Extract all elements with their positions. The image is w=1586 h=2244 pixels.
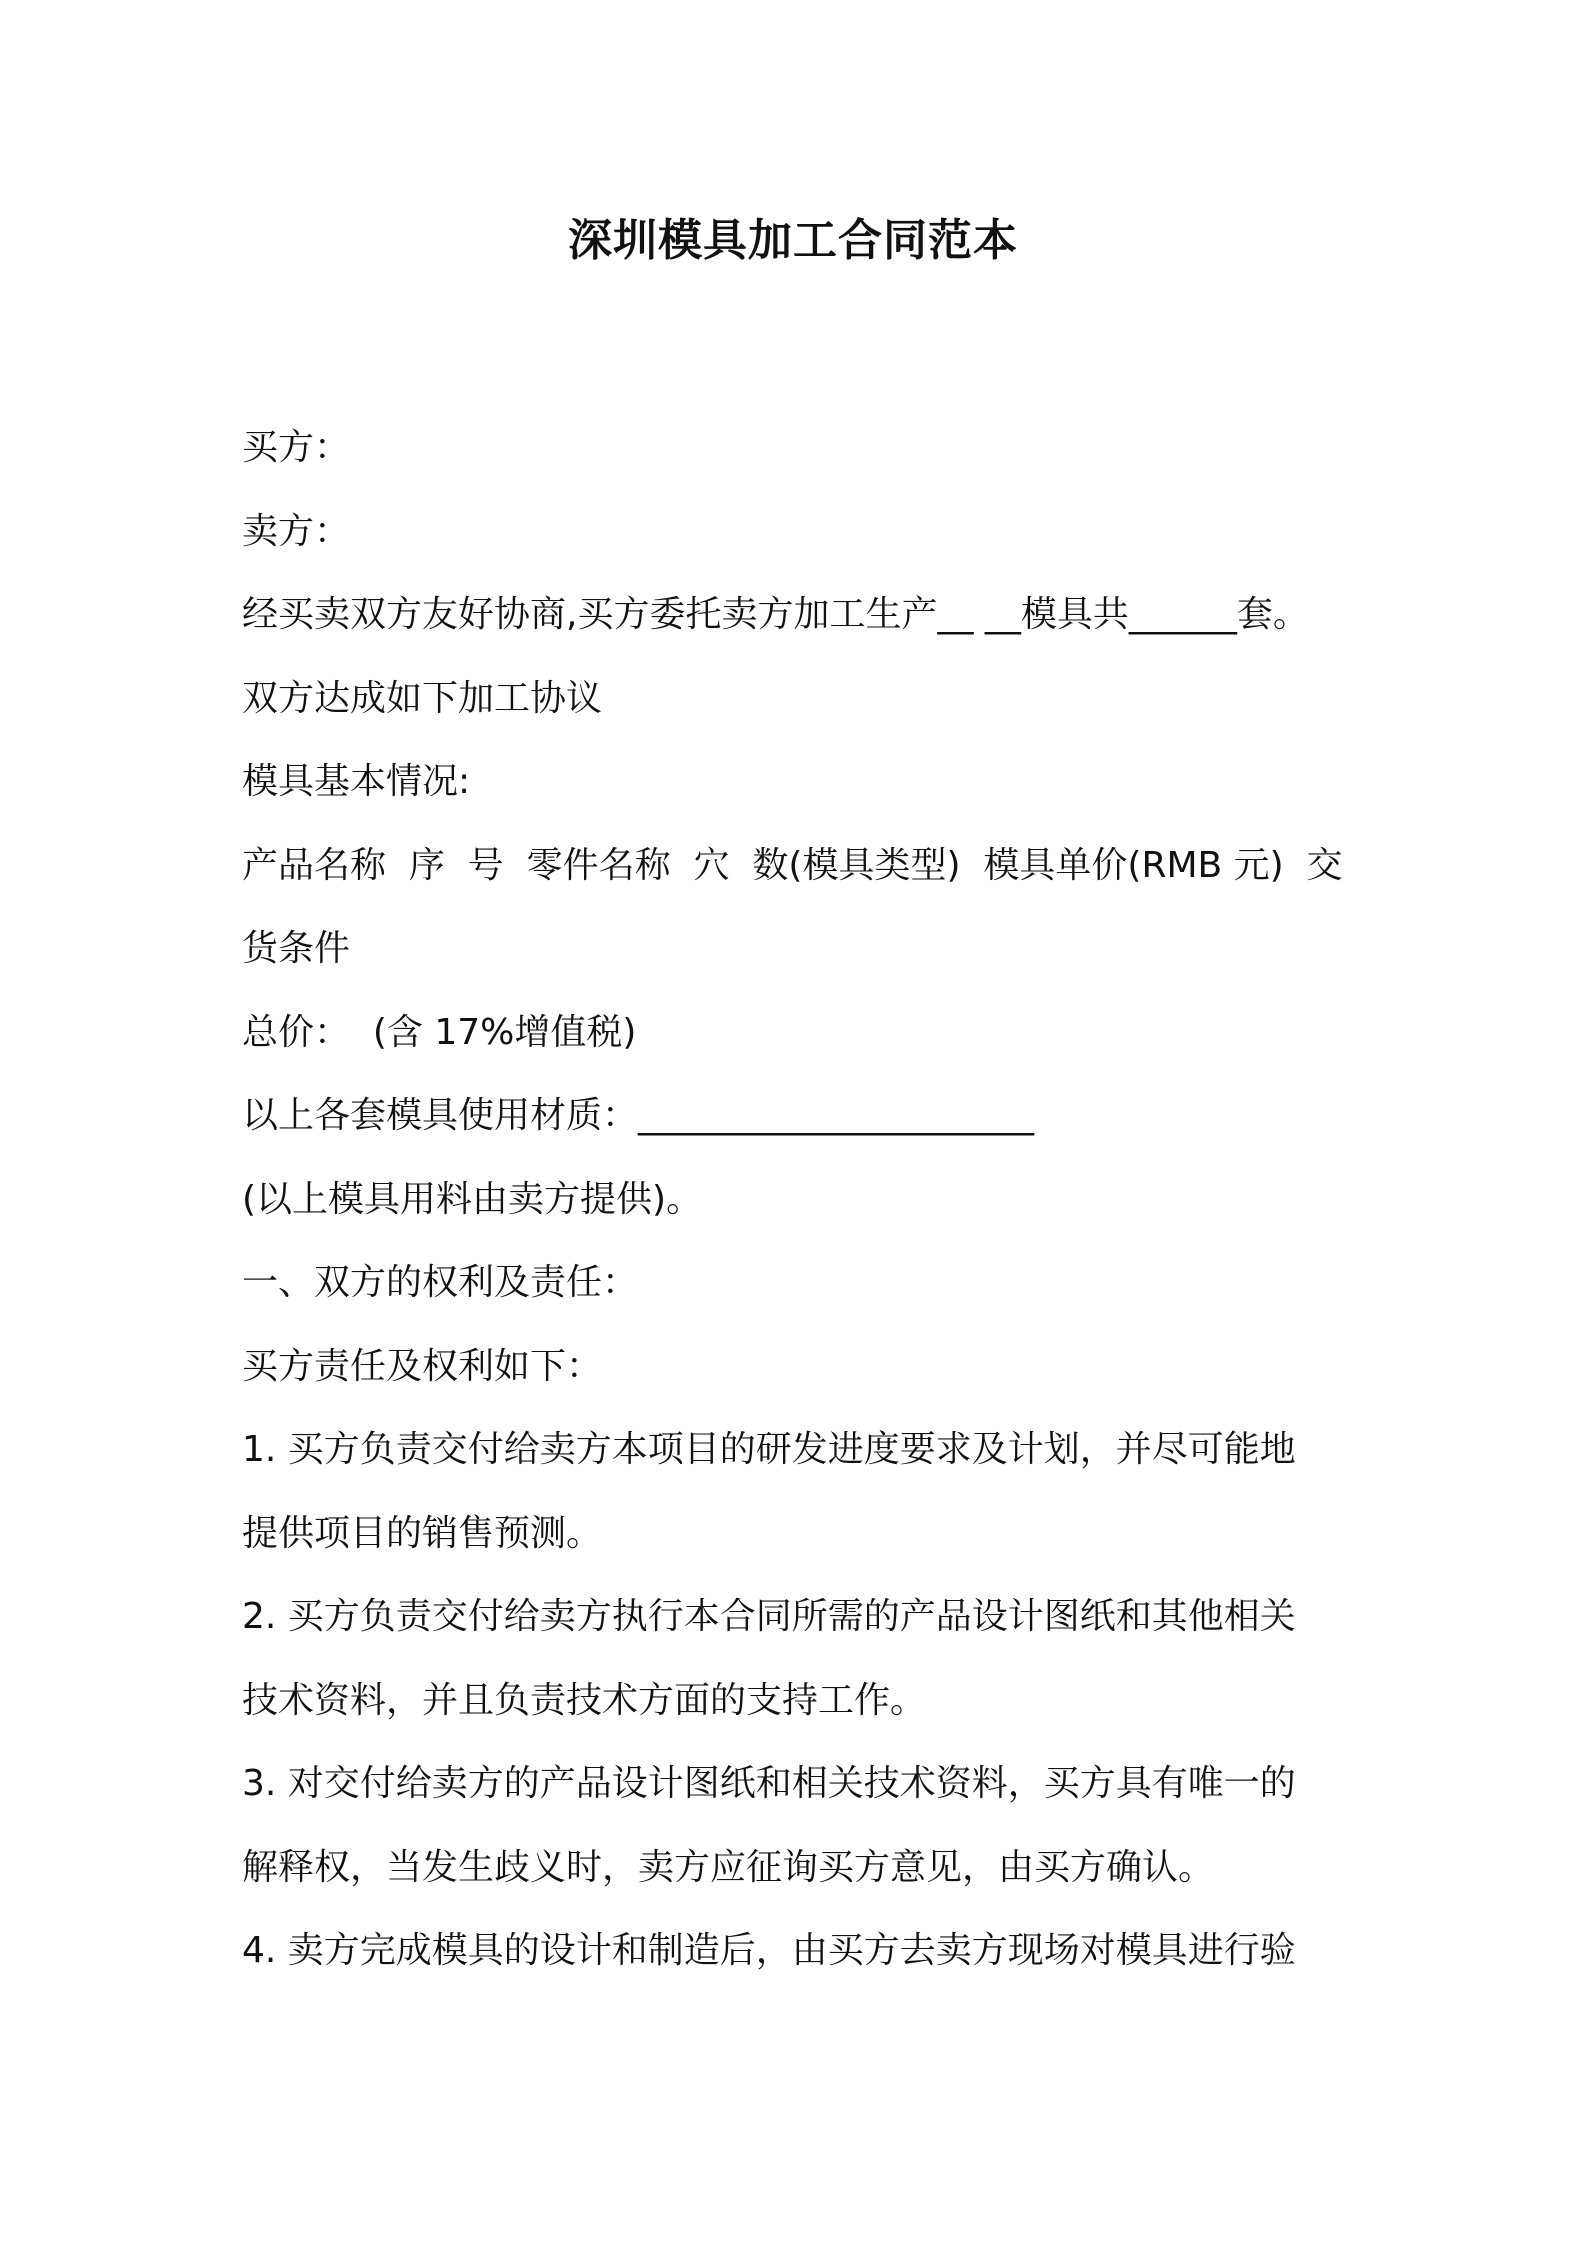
clause-3-line-2: 解释权，当发生歧义时，卖方应征询买方意见，由买方确认。: [242, 1846, 1215, 1888]
material-line: 以上各套模具使用材质：______________________: [242, 1095, 1035, 1136]
section-heading-rights: 一、双方的权利及责任：: [242, 1262, 639, 1303]
seller-line: 卖方：: [242, 510, 351, 552]
clause-1-line-2: 提供项目的销售预测。: [242, 1512, 603, 1554]
clause-4-line-1: 4. 卖方完成模具的设计和制造后，由买方去卖方现场对模具进行验: [242, 1930, 1296, 1971]
clause-1-line-1: 1. 买方负责交付给卖方本项目的研发进度要求及计划，并尽可能地: [242, 1429, 1296, 1470]
clause-2-line-1: 2. 买方负责交付给卖方执行本合同所需的产品设计图纸和其他相关: [242, 1596, 1296, 1637]
mold-table-header-line-2: 货条件: [242, 928, 351, 969]
material-note-line: (以上模具用料由卖方提供)。: [242, 1178, 703, 1220]
document-body: [242, 406, 1352, 1993]
mold-basic-info-heading: 模具基本情况:: [242, 761, 471, 802]
clause-3-line-1: 3. 对交付给卖方的产品设计图纸和相关技术资料，买方具有唯一的: [242, 1763, 1296, 1804]
buyer-line: 买方：: [242, 427, 351, 468]
document-title: 深圳模具加工合同范本: [568, 215, 1018, 266]
buyer-responsibilities-heading: 买方责任及权利如下：: [242, 1345, 603, 1387]
total-price-line: 总价： (含 17%增值税): [242, 1011, 637, 1053]
clause-2-line-2: 技术资料，并且负责技术方面的支持工作。: [242, 1679, 927, 1721]
agreement-intro-line-2: 双方达成如下加工协议: [242, 677, 603, 719]
mold-table-header-line: 产品名称 序 号 零件名称 穴 数(模具类型) 模具单价(RMB 元) 交: [242, 844, 1343, 886]
agreement-intro-line: 经买卖双方友好协商,买方委托卖方加工生产__ __模具共______套。: [242, 594, 1309, 635]
